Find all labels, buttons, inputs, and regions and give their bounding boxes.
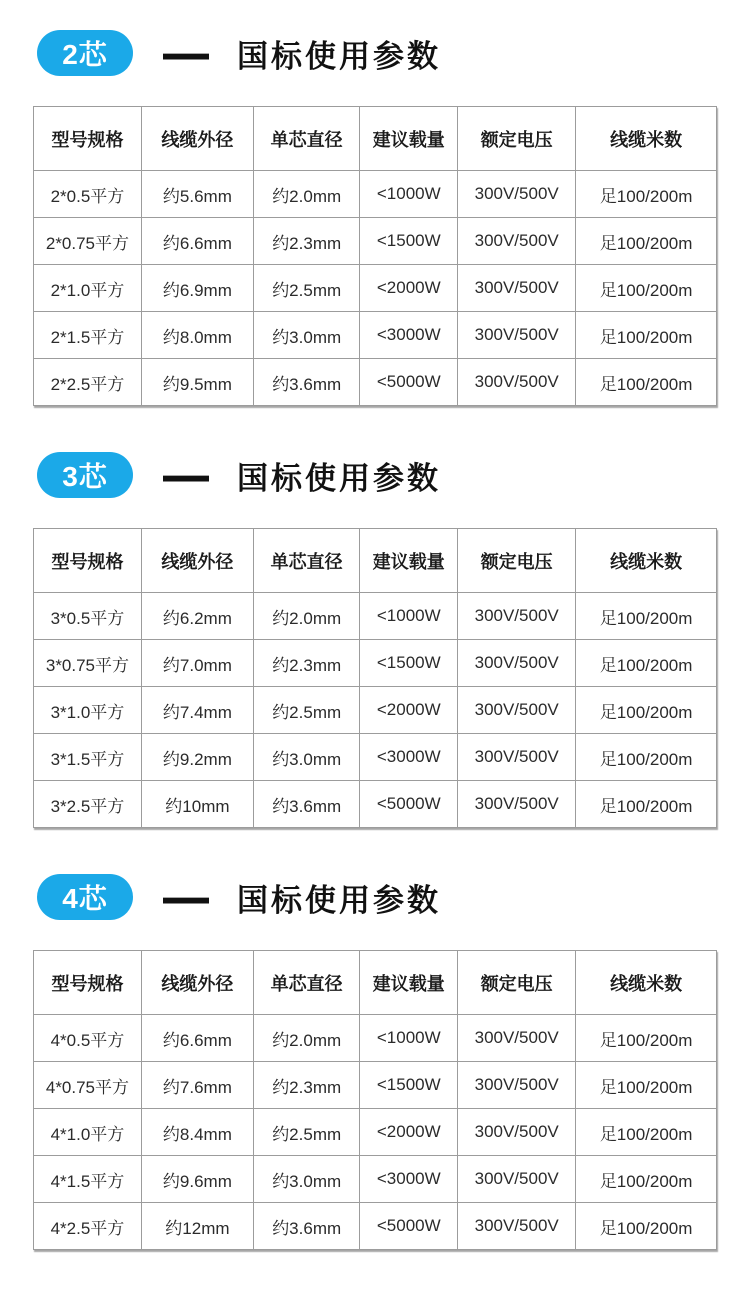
spec-page bbox=[33, 18, 717, 1250]
table-cell: 300V/500V bbox=[458, 1156, 576, 1203]
column-header: 线缆米数 bbox=[576, 107, 717, 171]
table-cell: 足100/200m bbox=[576, 265, 717, 312]
table-cell: <2000W bbox=[360, 687, 458, 734]
spec-section bbox=[33, 18, 717, 406]
table-cell: 300V/500V bbox=[458, 1203, 576, 1250]
column-header: 额定电压 bbox=[458, 107, 576, 171]
table-cell: 约10mm bbox=[141, 781, 253, 828]
table-cell: 约7.4mm bbox=[141, 687, 253, 734]
table-cell: 足100/200m bbox=[576, 1156, 717, 1203]
table-cell: 约8.4mm bbox=[141, 1109, 253, 1156]
table-cell: 300V/500V bbox=[458, 359, 576, 406]
dash-separator: — bbox=[163, 862, 209, 930]
table-cell: 300V/500V bbox=[458, 312, 576, 359]
table-cell: 300V/500V bbox=[458, 265, 576, 312]
table-cell: 约2.0mm bbox=[253, 171, 360, 218]
table-cell: 足100/200m bbox=[576, 734, 717, 781]
table-cell: 约2.0mm bbox=[253, 1015, 360, 1062]
table-cell: <3000W bbox=[360, 734, 458, 781]
table-cell: 约2.3mm bbox=[253, 218, 360, 265]
table-cell: <1000W bbox=[360, 171, 458, 218]
table-cell: 300V/500V bbox=[458, 687, 576, 734]
spec-table bbox=[33, 528, 717, 828]
table-cell: 足100/200m bbox=[576, 1015, 717, 1062]
table-row bbox=[34, 312, 717, 359]
spec-table bbox=[33, 950, 717, 1250]
table-cell: <3000W bbox=[360, 312, 458, 359]
table-cell: 2*2.5平方 bbox=[34, 359, 142, 406]
table-row bbox=[34, 1156, 717, 1203]
table-cell: 3*0.75平方 bbox=[34, 640, 142, 687]
table-cell: 3*2.5平方 bbox=[34, 781, 142, 828]
table-cell: 300V/500V bbox=[458, 1109, 576, 1156]
table-row bbox=[34, 171, 717, 218]
column-header: 额定电压 bbox=[458, 529, 576, 593]
table-row bbox=[34, 1015, 717, 1062]
table-cell: 足100/200m bbox=[576, 171, 717, 218]
table-cell: 足100/200m bbox=[576, 687, 717, 734]
section-header bbox=[37, 18, 717, 86]
table-cell: 约2.3mm bbox=[253, 1062, 360, 1109]
table-row bbox=[34, 218, 717, 265]
table-cell: 足100/200m bbox=[576, 312, 717, 359]
section-title: 国标使用参数 bbox=[237, 38, 441, 74]
table-cell: 约2.0mm bbox=[253, 593, 360, 640]
column-header: 线缆米数 bbox=[576, 529, 717, 593]
dash-separator: — bbox=[163, 440, 209, 508]
table-row bbox=[34, 593, 717, 640]
table-cell: 4*0.75平方 bbox=[34, 1062, 142, 1109]
column-header: 额定电压 bbox=[458, 951, 576, 1015]
column-header: 建议载量 bbox=[360, 107, 458, 171]
table-header-row bbox=[34, 529, 717, 593]
column-header: 型号规格 bbox=[34, 951, 142, 1015]
table-cell: 约8.0mm bbox=[141, 312, 253, 359]
column-header: 线缆外径 bbox=[141, 107, 253, 171]
table-cell: 约3.6mm bbox=[253, 781, 360, 828]
table-cell: 约2.5mm bbox=[253, 687, 360, 734]
table-cell: 约3.6mm bbox=[253, 359, 360, 406]
table-header-row bbox=[34, 107, 717, 171]
table-cell: <1500W bbox=[360, 640, 458, 687]
table-cell: 约6.9mm bbox=[141, 265, 253, 312]
column-header: 建议载量 bbox=[360, 951, 458, 1015]
table-cell: 约3.0mm bbox=[253, 312, 360, 359]
table-cell: 足100/200m bbox=[576, 359, 717, 406]
table-cell: <2000W bbox=[360, 265, 458, 312]
section-title: 国标使用参数 bbox=[237, 882, 441, 918]
column-header: 单芯直径 bbox=[253, 951, 360, 1015]
table-cell: 约2.5mm bbox=[253, 265, 360, 312]
table-cell: 300V/500V bbox=[458, 640, 576, 687]
table-cell: 约9.2mm bbox=[141, 734, 253, 781]
table-cell: <1000W bbox=[360, 593, 458, 640]
table-cell: <2000W bbox=[360, 1109, 458, 1156]
table-cell: 300V/500V bbox=[458, 1062, 576, 1109]
table-cell: 约2.5mm bbox=[253, 1109, 360, 1156]
table-cell: 300V/500V bbox=[458, 171, 576, 218]
section-header bbox=[37, 440, 717, 508]
table-cell: 约2.3mm bbox=[253, 640, 360, 687]
section-header bbox=[37, 862, 717, 930]
table-cell: 3*0.5平方 bbox=[34, 593, 142, 640]
table-cell: <5000W bbox=[360, 1203, 458, 1250]
table-cell: 300V/500V bbox=[458, 593, 576, 640]
table-cell: 足100/200m bbox=[576, 1203, 717, 1250]
table-cell: 4*2.5平方 bbox=[34, 1203, 142, 1250]
spec-section bbox=[33, 440, 717, 828]
table-cell: <1500W bbox=[360, 1062, 458, 1109]
table-cell: 2*0.5平方 bbox=[34, 171, 142, 218]
table-row bbox=[34, 734, 717, 781]
table-row bbox=[34, 1109, 717, 1156]
table-cell: 约3.0mm bbox=[253, 1156, 360, 1203]
table-cell: 足100/200m bbox=[576, 640, 717, 687]
column-header: 型号规格 bbox=[34, 529, 142, 593]
table-row bbox=[34, 687, 717, 734]
table-cell: 约12mm bbox=[141, 1203, 253, 1250]
core-count-badge: 4芯 bbox=[37, 874, 133, 920]
table-row bbox=[34, 781, 717, 828]
column-header: 线缆米数 bbox=[576, 951, 717, 1015]
table-cell: <5000W bbox=[360, 359, 458, 406]
table-cell: 300V/500V bbox=[458, 218, 576, 265]
table-header-row bbox=[34, 951, 717, 1015]
table-cell: 足100/200m bbox=[576, 1062, 717, 1109]
column-header: 建议载量 bbox=[360, 529, 458, 593]
section-title: 国标使用参数 bbox=[237, 460, 441, 496]
table-cell: 约6.6mm bbox=[141, 1015, 253, 1062]
column-header: 单芯直径 bbox=[253, 107, 360, 171]
table-row bbox=[34, 1203, 717, 1250]
table-cell: <1000W bbox=[360, 1015, 458, 1062]
dash-separator: — bbox=[163, 18, 209, 86]
table-cell: 约3.6mm bbox=[253, 1203, 360, 1250]
column-header: 线缆外径 bbox=[141, 529, 253, 593]
table-cell: 2*1.5平方 bbox=[34, 312, 142, 359]
table-cell: 300V/500V bbox=[458, 781, 576, 828]
table-row bbox=[34, 265, 717, 312]
column-header: 线缆外径 bbox=[141, 951, 253, 1015]
table-cell: 约9.6mm bbox=[141, 1156, 253, 1203]
table-cell: <3000W bbox=[360, 1156, 458, 1203]
table-cell: 约5.6mm bbox=[141, 171, 253, 218]
spec-table bbox=[33, 106, 717, 406]
table-row bbox=[34, 640, 717, 687]
table-cell: 2*1.0平方 bbox=[34, 265, 142, 312]
table-row bbox=[34, 359, 717, 406]
table-cell: 4*1.0平方 bbox=[34, 1109, 142, 1156]
table-cell: <1500W bbox=[360, 218, 458, 265]
table-cell: 3*1.5平方 bbox=[34, 734, 142, 781]
table-cell: 足100/200m bbox=[576, 218, 717, 265]
spec-section bbox=[33, 862, 717, 1250]
table-cell: 足100/200m bbox=[576, 781, 717, 828]
table-cell: 约9.5mm bbox=[141, 359, 253, 406]
table-row bbox=[34, 1062, 717, 1109]
table-cell: 约6.6mm bbox=[141, 218, 253, 265]
table-cell: 约3.0mm bbox=[253, 734, 360, 781]
table-cell: 约7.6mm bbox=[141, 1062, 253, 1109]
table-cell: 约6.2mm bbox=[141, 593, 253, 640]
table-cell: 4*0.5平方 bbox=[34, 1015, 142, 1062]
table-cell: 300V/500V bbox=[458, 1015, 576, 1062]
table-cell: 约7.0mm bbox=[141, 640, 253, 687]
table-cell: 2*0.75平方 bbox=[34, 218, 142, 265]
core-count-badge: 3芯 bbox=[37, 452, 133, 498]
core-count-badge: 2芯 bbox=[37, 30, 133, 76]
table-cell: 足100/200m bbox=[576, 593, 717, 640]
table-cell: 足100/200m bbox=[576, 1109, 717, 1156]
table-cell: 4*1.5平方 bbox=[34, 1156, 142, 1203]
column-header: 型号规格 bbox=[34, 107, 142, 171]
table-cell: <5000W bbox=[360, 781, 458, 828]
column-header: 单芯直径 bbox=[253, 529, 360, 593]
table-cell: 3*1.0平方 bbox=[34, 687, 142, 734]
table-cell: 300V/500V bbox=[458, 734, 576, 781]
